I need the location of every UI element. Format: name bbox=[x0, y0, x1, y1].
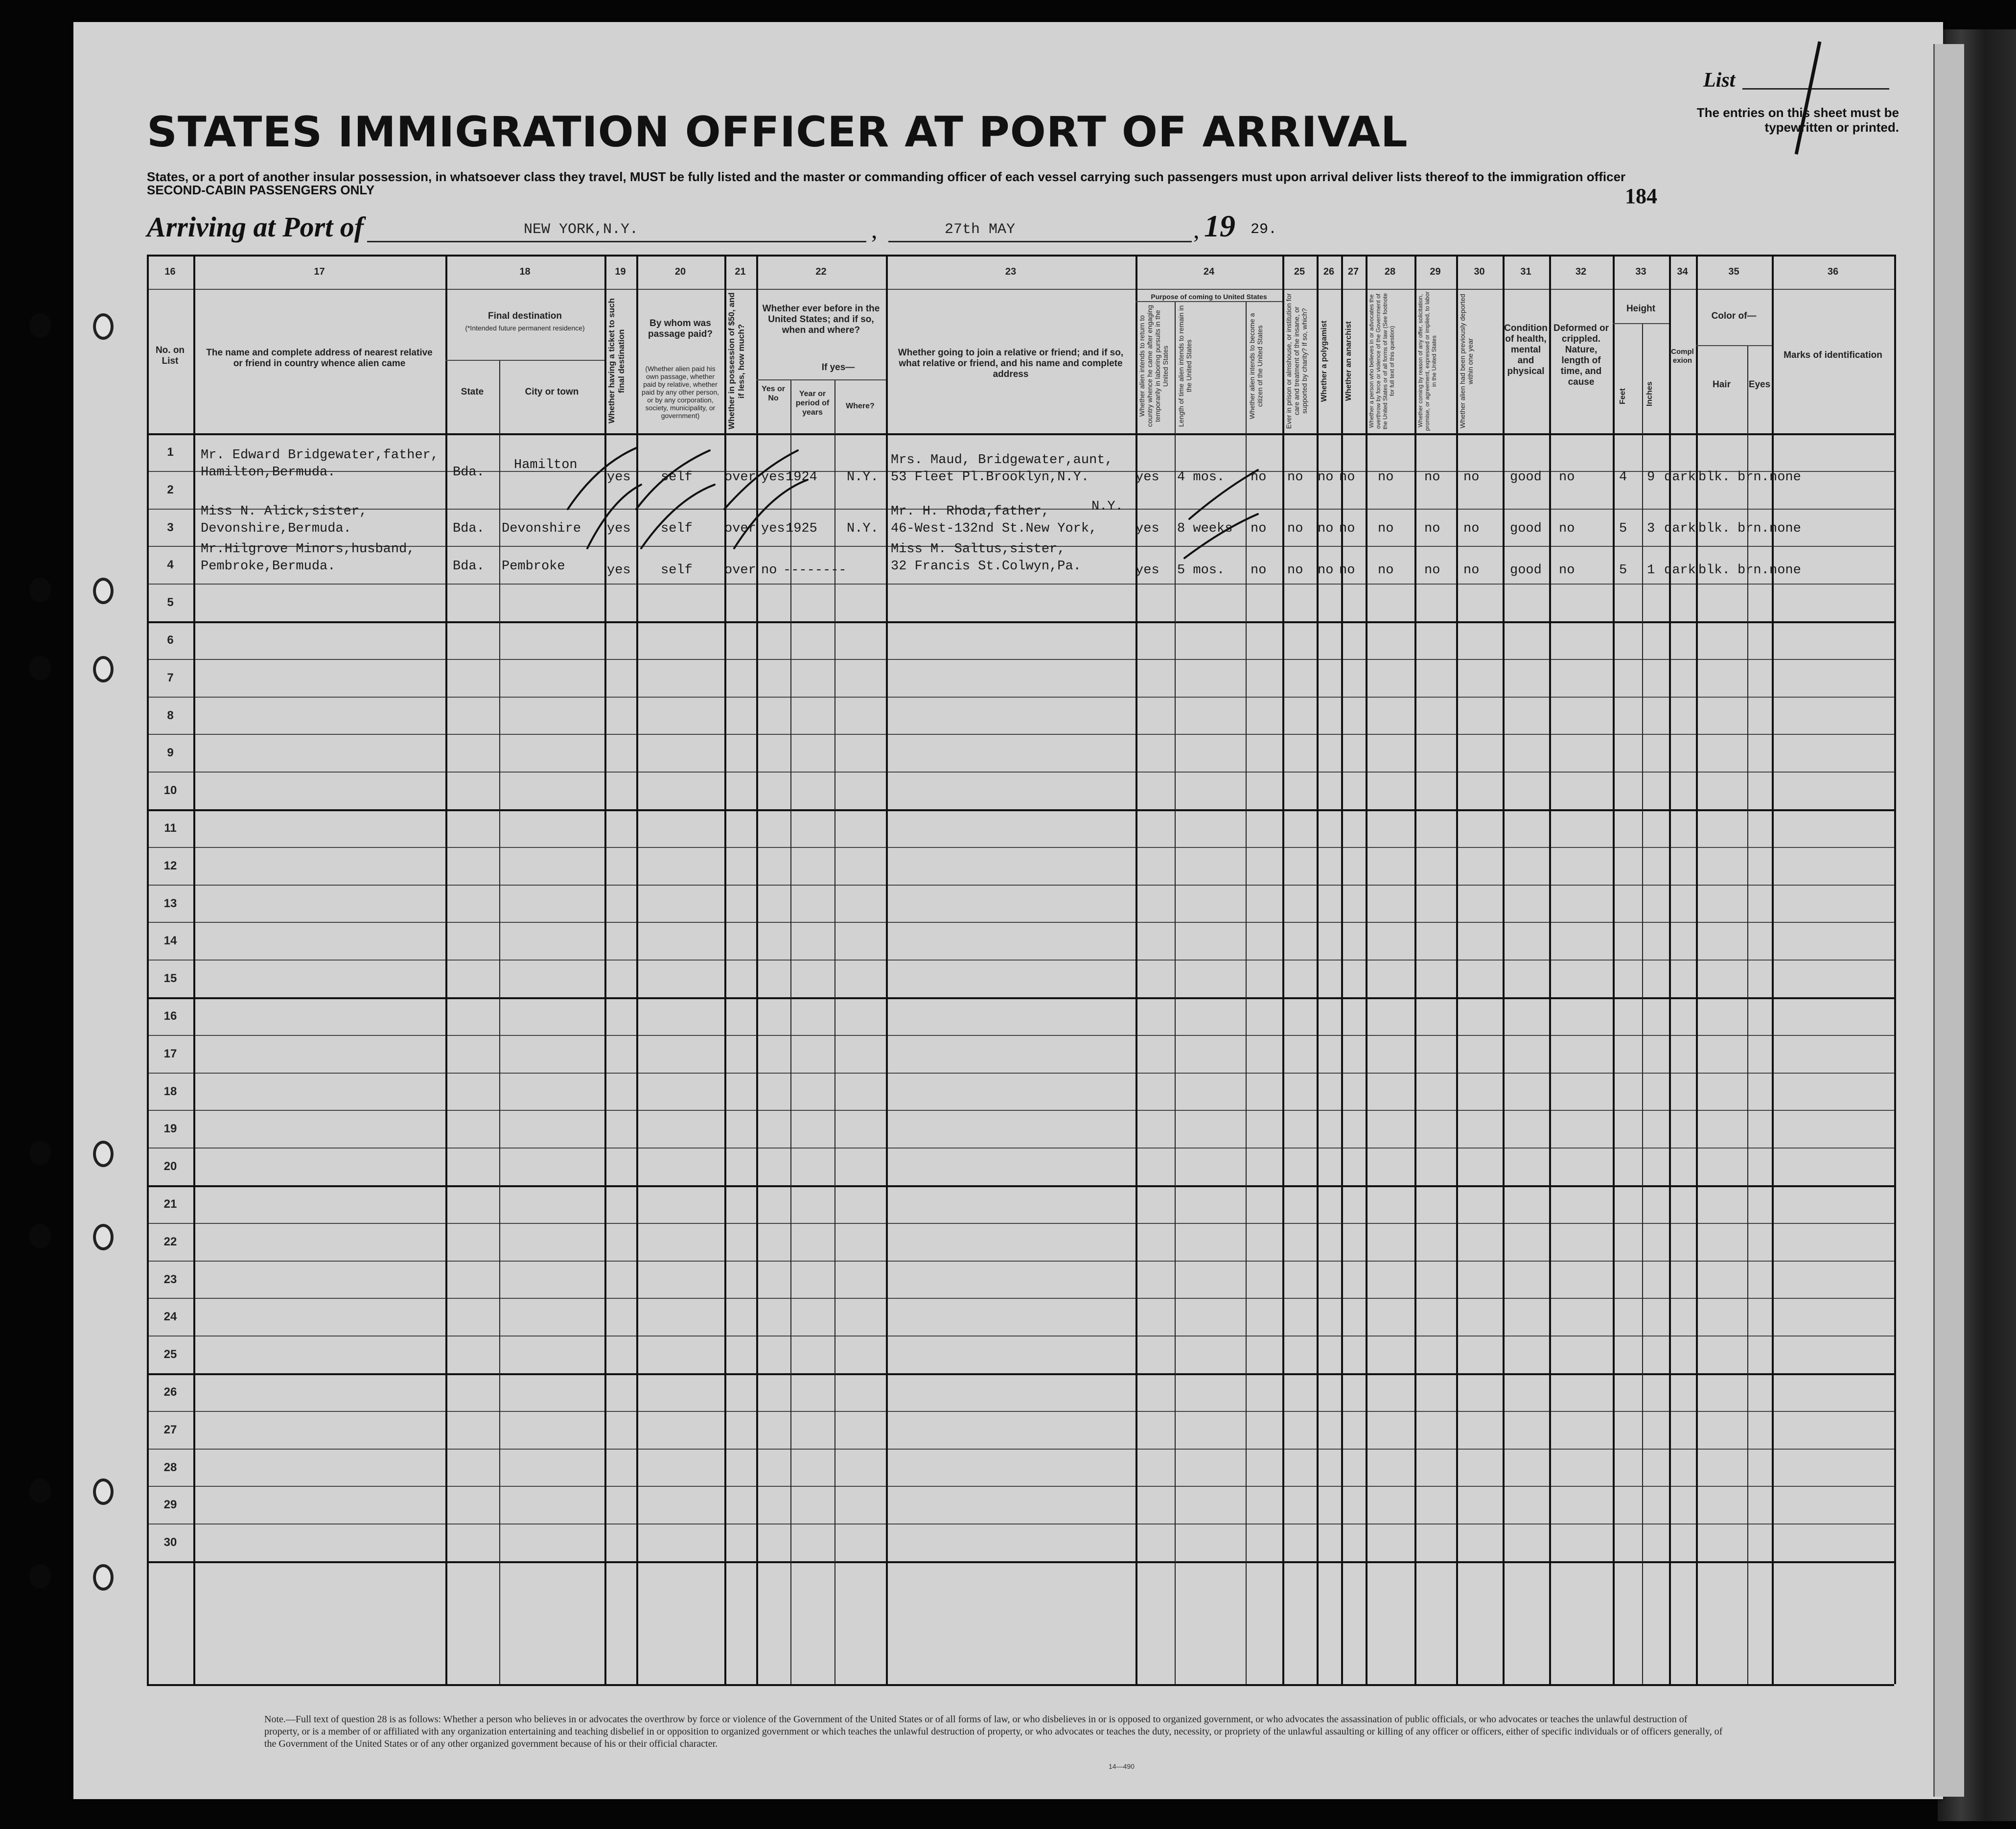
before-where: N.Y. bbox=[847, 521, 879, 536]
row-number: 8 bbox=[167, 708, 174, 722]
paid-by-value: self bbox=[661, 470, 693, 485]
row-number: 11 bbox=[164, 821, 177, 835]
col-border bbox=[1747, 345, 1748, 1684]
row-number: 30 bbox=[163, 1536, 177, 1549]
row-number: 28 bbox=[163, 1460, 177, 1474]
header-year: Year or period of years bbox=[795, 390, 830, 417]
joining-name: Mrs. Maud, Bridgewater,aunt, bbox=[891, 453, 1113, 468]
col-border bbox=[1894, 255, 1896, 1684]
row-divider bbox=[147, 1110, 1894, 1111]
header-subdivider bbox=[1613, 323, 1669, 324]
column-number: 34 bbox=[1677, 266, 1688, 277]
row-number: 27 bbox=[163, 1423, 177, 1436]
col-border bbox=[1772, 255, 1774, 1684]
list-number-mark-icon bbox=[1791, 39, 1826, 157]
hair-color: blk. bbox=[1698, 521, 1730, 536]
header-return-intent: Whether alien intends to return to country whence he came after engaging temporarily in laboring pursuits in the United States bbox=[1138, 305, 1169, 427]
column-number: 26 bbox=[1323, 266, 1335, 277]
before-year: 1925 bbox=[786, 521, 817, 536]
column-number: 19 bbox=[615, 266, 626, 277]
return-intent: yes bbox=[1135, 563, 1159, 578]
joining-address: 32 Francis St.Colwyn,Pa. bbox=[891, 559, 1081, 574]
header-color-of: Color of— bbox=[1711, 311, 1757, 321]
year-suffix: 29. bbox=[1251, 221, 1277, 238]
row-number: 5 bbox=[167, 596, 174, 610]
complexion-value: dark bbox=[1664, 470, 1696, 485]
destination-city: Hamilton bbox=[514, 458, 578, 472]
prison-value: no bbox=[1287, 563, 1303, 578]
column-number: 25 bbox=[1294, 266, 1305, 277]
col-border bbox=[1669, 255, 1671, 1684]
column-number: 32 bbox=[1575, 266, 1587, 277]
binder-ring-icon bbox=[93, 313, 114, 340]
date-value: 27th MAY bbox=[945, 221, 1016, 238]
header-ticket: Whether having a ticket to such final destination bbox=[607, 298, 626, 424]
relative-name: Miss N. Alick,sister, bbox=[201, 504, 368, 519]
row-number: 26 bbox=[163, 1385, 177, 1399]
binder-hole-icon bbox=[29, 578, 51, 602]
relative-address: Pembroke,Bermuda. bbox=[201, 559, 336, 574]
row-divider bbox=[147, 997, 1894, 999]
header-no-on-list: No. on List bbox=[155, 345, 185, 366]
anarchist-value: no bbox=[1339, 563, 1355, 578]
header-nearest-relative: The name and complete address of nearest relative or friend in country whence alien came bbox=[206, 348, 433, 369]
row-number: 24 bbox=[163, 1310, 177, 1324]
form-instructions: States, or a port of another insular possession, in whatsoever class they travel, MUST be fully listed and the master or commanding officer of each vessel carrying such passengers must upon arrival deliver lists thereof to the immigration officer bbox=[147, 169, 1626, 184]
return-intent: yes bbox=[1135, 521, 1159, 536]
q30-value: no bbox=[1463, 521, 1480, 536]
paid-by-value: self bbox=[661, 563, 693, 578]
column-number: 24 bbox=[1203, 266, 1215, 277]
row-divider bbox=[147, 922, 1894, 923]
date-field-line bbox=[888, 241, 1192, 242]
q28-value: no bbox=[1378, 470, 1394, 485]
sheet-number: 184 bbox=[1625, 184, 1657, 208]
column-number: 36 bbox=[1827, 266, 1839, 277]
header-citizen-intent: Whether alien intends to become a citizen of the United States bbox=[1248, 313, 1264, 419]
column-number: 17 bbox=[314, 266, 325, 277]
column-number: 27 bbox=[1347, 266, 1359, 277]
joining-name: Miss M. Saltus,sister, bbox=[891, 542, 1066, 557]
binder-hole-icon bbox=[29, 1564, 51, 1589]
paid-by-value: self bbox=[661, 521, 693, 536]
citizen-intent: no bbox=[1251, 521, 1267, 536]
column-number: 31 bbox=[1520, 266, 1531, 277]
header-deformed: Deformed or crippled. Nature, length of time, and cause bbox=[1553, 323, 1609, 387]
passenger-class-note: SECOND-CABIN PASSENGERS ONLY bbox=[147, 183, 375, 197]
row-number: 17 bbox=[163, 1047, 177, 1060]
table-bottom-border bbox=[147, 1684, 1894, 1686]
polygamist-value: no bbox=[1318, 563, 1334, 578]
health-value: good bbox=[1510, 470, 1542, 485]
comma-separator: , bbox=[871, 216, 878, 243]
destination-state: Bda. bbox=[453, 521, 485, 536]
prison-value: no bbox=[1287, 470, 1303, 485]
deformed-value: no bbox=[1559, 521, 1575, 536]
header-inches: Inches bbox=[1645, 381, 1654, 407]
binder-ring-icon bbox=[93, 1224, 114, 1250]
list-label: List bbox=[1703, 69, 1736, 92]
height-feet: 5 bbox=[1619, 563, 1627, 578]
row-number: 1 bbox=[167, 446, 174, 459]
length-of-stay: 5 mos. bbox=[1177, 563, 1225, 578]
row-number: 22 bbox=[163, 1235, 177, 1248]
money-value: over bbox=[724, 563, 756, 578]
q28-value: no bbox=[1378, 521, 1394, 536]
binder-ring-icon bbox=[93, 1141, 114, 1167]
row-divider bbox=[147, 1449, 1894, 1450]
header-length-of-stay: Length of time alien intends to remain in the United States bbox=[1177, 305, 1193, 427]
form-number: 14—490 bbox=[1109, 1762, 1135, 1770]
ticket-value: yes bbox=[607, 521, 631, 536]
col-border bbox=[1642, 323, 1643, 1684]
entries-note: The entries on this sheet must be typewritten or printed. bbox=[1696, 105, 1899, 135]
identification-marks: none bbox=[1769, 563, 1801, 578]
header-eyes: Eyes bbox=[1748, 379, 1771, 390]
column-number: 35 bbox=[1728, 266, 1739, 277]
row-divider bbox=[147, 734, 1894, 735]
header-health: Condition of health, mental and physical bbox=[1504, 323, 1548, 376]
underlying-page-edge bbox=[1933, 44, 1964, 1797]
before-year: 1924 bbox=[786, 470, 817, 485]
col-border bbox=[1549, 255, 1551, 1684]
row-divider bbox=[147, 621, 1894, 623]
arriving-label: Arriving at Port of bbox=[147, 211, 364, 243]
header-state: State bbox=[461, 387, 484, 397]
row-divider bbox=[147, 1035, 1894, 1036]
col-border bbox=[1613, 255, 1615, 1684]
q30-value: no bbox=[1463, 563, 1480, 578]
destination-city: Devonshire bbox=[502, 521, 581, 536]
eye-color: brn. bbox=[1738, 563, 1769, 578]
header-marks: Marks of identification bbox=[1784, 350, 1882, 360]
height-feet: 5 bbox=[1619, 521, 1627, 536]
joining-address: 53 Fleet Pl.Brooklyn,N.Y. bbox=[891, 470, 1089, 485]
joining-address: 46-West-132nd St.New York, bbox=[891, 521, 1097, 536]
eye-color: brn. bbox=[1738, 521, 1769, 536]
header-complexion: Complexion bbox=[1671, 348, 1694, 365]
row-number: 25 bbox=[163, 1348, 177, 1361]
column-number: 30 bbox=[1474, 266, 1485, 277]
question-28-footnote: Note.—Full text of question 28 is as follows: Whether a person who believes in or advocates the overthrow by force or violence of the Government of the United States or of all forms of law, or who disbelieves in or is opposed to organized government, or who advocates the assassination of public officials, or who advocates or teaches the unlawful destruction of property, or is a member of or affiliated with any organization entertaining and teaching disbelief in or opposition to organized government or which teaches the unlawful destruction of property, or who advocates or teaches the duty, necessity, or propriety of the unlawful assaulting or killing of any officer or officers, either of specific individuals or of officers generally, of the Government of the United States or of any other organized government because of his or their official character. bbox=[264, 1714, 1723, 1749]
header-prison: Ever in prison or almshouse, or institution for care and treatment of the insane, or supported by charity? If so, which? bbox=[1285, 293, 1308, 429]
before-yes-no: no bbox=[761, 563, 777, 578]
row-divider bbox=[147, 1373, 1894, 1375]
column-number: 28 bbox=[1384, 266, 1396, 277]
binder-ring-icon bbox=[93, 578, 114, 604]
length-of-stay: 4 mos. bbox=[1177, 470, 1225, 485]
row-divider bbox=[147, 885, 1894, 886]
column-number: 33 bbox=[1635, 266, 1646, 277]
row-number: 23 bbox=[163, 1272, 177, 1286]
row-divider bbox=[147, 1223, 1894, 1224]
binder-hole-icon bbox=[29, 1224, 51, 1248]
header-final-destination: Final destination bbox=[488, 311, 562, 321]
complexion-value: dark bbox=[1664, 521, 1696, 536]
binder-hole-icon bbox=[29, 1141, 51, 1165]
row-divider bbox=[147, 1298, 1894, 1299]
row-number: 19 bbox=[163, 1122, 177, 1136]
row-number: 2 bbox=[167, 483, 174, 496]
money-value: over bbox=[724, 470, 756, 485]
row-number: 12 bbox=[163, 859, 177, 872]
row-number: 6 bbox=[167, 633, 174, 647]
header-passage-paid: By whom was passage paid? bbox=[648, 318, 713, 339]
row-divider bbox=[147, 1561, 1894, 1563]
q29-value: no bbox=[1424, 470, 1440, 485]
before-yes-no: yes bbox=[761, 521, 785, 536]
binder-ring-icon bbox=[93, 1478, 114, 1505]
return-intent: yes bbox=[1135, 470, 1159, 485]
header-money: Whether in possession of $50, and if less, how much? bbox=[727, 292, 746, 430]
ticket-value: yes bbox=[607, 470, 631, 485]
row-number: 15 bbox=[163, 972, 177, 985]
column-number: 29 bbox=[1430, 266, 1441, 277]
row-divider bbox=[147, 1261, 1894, 1262]
polygamist-value: no bbox=[1318, 470, 1334, 485]
row-divider bbox=[147, 1486, 1894, 1487]
row-divider bbox=[147, 1148, 1894, 1149]
row-divider bbox=[147, 1073, 1894, 1074]
citizen-intent: no bbox=[1251, 470, 1267, 485]
deformed-value: no bbox=[1559, 563, 1575, 578]
before-year: -------- bbox=[783, 563, 847, 578]
destination-state: Bda. bbox=[453, 465, 485, 480]
destination-city: Pembroke bbox=[502, 559, 565, 574]
before-yes-no: yes bbox=[761, 470, 785, 485]
relative-name: Mr. Edward Bridgewater,father, bbox=[201, 448, 439, 463]
eye-color: brn. bbox=[1738, 470, 1769, 485]
complexion-value: dark bbox=[1664, 563, 1696, 578]
col-border bbox=[1696, 255, 1698, 1684]
column-number: 22 bbox=[815, 266, 827, 277]
header-city: City or town bbox=[525, 387, 579, 397]
col-border bbox=[1503, 255, 1505, 1684]
row-divider bbox=[147, 960, 1894, 961]
before-where: N.Y. bbox=[847, 470, 879, 485]
header-anarchist: Whether an anarchist bbox=[1344, 321, 1353, 401]
row-number: 7 bbox=[167, 671, 174, 684]
row-divider bbox=[147, 1411, 1894, 1412]
row-number: 18 bbox=[163, 1084, 177, 1098]
header-if-yes: If yes— bbox=[821, 362, 855, 373]
identification-marks: none bbox=[1769, 470, 1801, 485]
header-where: Where? bbox=[846, 402, 875, 410]
column-number: 18 bbox=[519, 266, 531, 277]
height-inches: 9 bbox=[1647, 470, 1655, 485]
header-q28: Whether a person who believes in or advocates the overthrow by force or violence of the Government of the United States or of all forms of law (See footnote for full text of this question) bbox=[1368, 293, 1395, 429]
relative-address: Devonshire,Bermuda. bbox=[201, 521, 351, 536]
joining-name: Mr. H. Rhoda,father, bbox=[891, 504, 1050, 519]
q28-value: no bbox=[1378, 563, 1394, 578]
height-inches: 1 bbox=[1647, 563, 1655, 578]
row-number: 20 bbox=[163, 1160, 177, 1173]
height-feet: 4 bbox=[1619, 470, 1627, 485]
header-yes-no: Yes or No bbox=[761, 385, 786, 402]
anarchist-value: no bbox=[1339, 470, 1355, 485]
identification-marks: none bbox=[1769, 521, 1801, 536]
health-value: good bbox=[1510, 521, 1542, 536]
row-number: 13 bbox=[163, 896, 177, 910]
row-divider bbox=[147, 809, 1894, 811]
row-number: 9 bbox=[167, 746, 174, 760]
citizen-intent: no bbox=[1251, 563, 1267, 578]
header-final-destination-note: (*Intended future permanent residence) bbox=[465, 324, 585, 332]
column-number: 21 bbox=[735, 266, 746, 277]
header-q29: Whether coming by reason of any offer, solicitation, promise, or agreement, expressed or implied, to labor in the United States bbox=[1417, 291, 1437, 431]
destination-state: Bda. bbox=[453, 559, 485, 574]
deformed-value: no bbox=[1559, 470, 1575, 485]
port-field-line bbox=[367, 241, 866, 242]
binder-hole-icon bbox=[29, 313, 51, 338]
row-divider bbox=[147, 772, 1894, 773]
header-polygamist: Whether a polygamist bbox=[1320, 320, 1328, 402]
height-inches: 3 bbox=[1647, 521, 1655, 536]
comma-separator: , bbox=[1193, 216, 1200, 243]
row-number: 3 bbox=[167, 520, 174, 534]
health-value: good bbox=[1510, 563, 1542, 578]
row-divider bbox=[147, 847, 1894, 848]
hair-color: blk. bbox=[1698, 470, 1730, 485]
row-number: 16 bbox=[163, 1009, 177, 1023]
column-number: 20 bbox=[674, 266, 686, 277]
header-joining: Whether going to join a relative or friend; and if so, what relative or friend, and his name and complete address bbox=[898, 348, 1124, 379]
binder-ring-icon bbox=[93, 1564, 114, 1591]
header-passage-paid-note: (Whether alien paid his own passage, whether paid by relative, whether paid by any other person, or by any corporation, society, municipality, or government) bbox=[642, 365, 719, 420]
row-number: 10 bbox=[163, 784, 177, 797]
handwritten-check-marks-icon bbox=[147, 255, 1419, 597]
q30-value: no bbox=[1463, 470, 1480, 485]
header-q30: Whether alien had been previously deported within one year bbox=[1459, 294, 1474, 428]
row-divider bbox=[147, 1185, 1894, 1187]
q29-value: no bbox=[1424, 563, 1440, 578]
row-number: 29 bbox=[163, 1498, 177, 1512]
row-number: 14 bbox=[163, 934, 177, 948]
header-height: Height bbox=[1626, 304, 1656, 314]
money-value: over bbox=[724, 521, 756, 536]
column-number: 16 bbox=[164, 266, 176, 277]
row-divider bbox=[147, 659, 1894, 660]
ticket-value: yes bbox=[607, 563, 631, 578]
binder-hole-icon bbox=[29, 656, 51, 680]
column-number: 23 bbox=[1005, 266, 1017, 277]
header-purpose: Purpose of coming to United States bbox=[1151, 293, 1267, 301]
hair-color: blk. bbox=[1698, 563, 1730, 578]
binder-ring-icon bbox=[93, 656, 114, 682]
header-feet: Feet bbox=[1619, 388, 1627, 405]
header-before-in-us: Whether ever before in the United States; and if so, when and where? bbox=[762, 304, 880, 335]
q29-value: no bbox=[1424, 521, 1440, 536]
binder-hole-icon bbox=[29, 1478, 51, 1503]
header-subdivider bbox=[1696, 345, 1772, 346]
row-divider bbox=[147, 697, 1894, 698]
form-title: STATES IMMIGRATION OFFICER AT PORT OF ARRIVAL bbox=[147, 108, 1408, 157]
length-of-stay: 8 weeks bbox=[1177, 521, 1233, 536]
col-border bbox=[1456, 255, 1458, 1684]
prison-value: no bbox=[1287, 521, 1303, 536]
header-hair: Hair bbox=[1713, 379, 1731, 390]
year-prefix: 19 bbox=[1204, 209, 1235, 243]
anarchist-value: no bbox=[1339, 521, 1355, 536]
joining-state: N.Y. bbox=[1091, 499, 1123, 514]
row-number: 4 bbox=[167, 558, 174, 572]
polygamist-value: no bbox=[1318, 521, 1334, 536]
relative-name: Mr.Hilgrove Minors,husband, bbox=[201, 542, 415, 557]
row-number: 21 bbox=[163, 1197, 177, 1211]
relative-address: Hamilton,Bermuda. bbox=[201, 465, 336, 480]
port-value: NEW YORK,N.Y. bbox=[524, 221, 639, 238]
row-divider bbox=[147, 1336, 1894, 1337]
